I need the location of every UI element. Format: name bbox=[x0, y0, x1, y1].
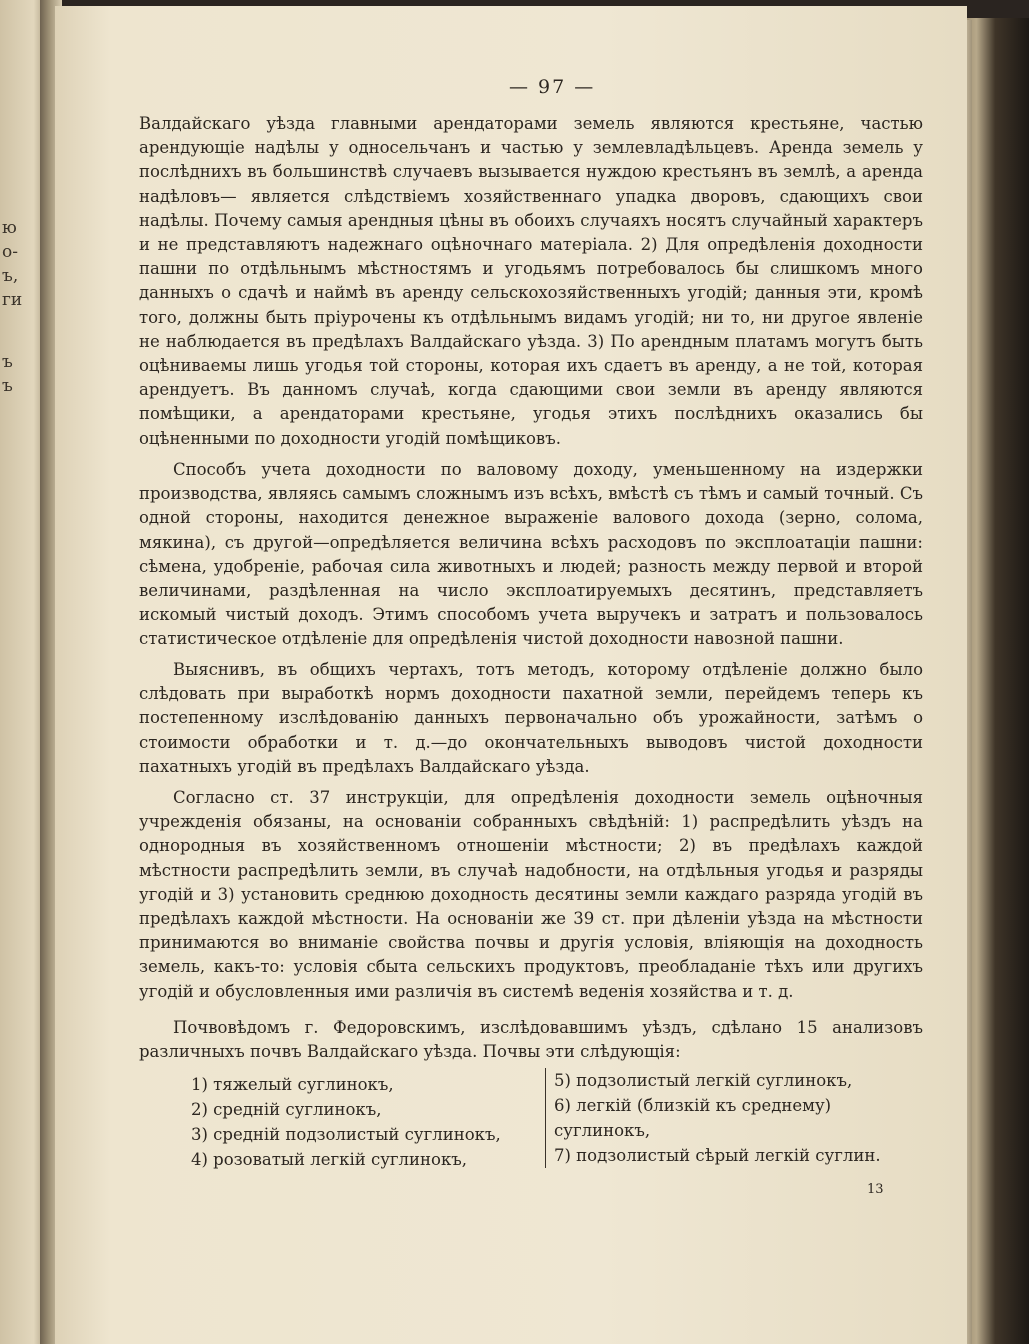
left-page-fragment: ги bbox=[2, 290, 23, 310]
signature-mark: 13 bbox=[867, 1182, 884, 1197]
soil-item: 1) тяжелый суглинокъ, bbox=[191, 1075, 394, 1094]
paragraph: Валдайскаго уѣзда главными арендаторами земель являются крестьяне, частью арендующіе надѣлы у односельчанъ и частью у землевладѣльцевъ. Аренда земель у послѣднихъ въ большинствѣ случаевъ вызывается нуждою крестьянъ въ землѣ, а аренда надѣловъ— является слѣдствіемъ хозяйственнаго упадка дворовъ, сдающихъ свои надѣлы. Почему самыя арендныя цѣны въ обоихъ случаяхъ носятъ случайный характеръ и не представляютъ надежнаго оцѣночнаго матеріала. 2) Для опредѣленія доходности пашни по отдѣльнымъ мѣстностямъ и угодьямъ потребовалось бы слишкомъ много данныхъ о сдачѣ и наймѣ въ аренду сельскохозяйственныхъ угодій; данныя эти, кромѣ того, должны быть пріурочены къ отдѣльнымъ видамъ угодій; ни то, ни другое явленіе не наблюдается въ предѣлахъ Валдайскаго уѣзда. 3) По арендным платамъ могутъ быть оцѣниваемы лишь угодья той стороны, которая ихъ сдаетъ въ аренду, а не той, которая арендуетъ. Въ данномъ случаѣ, когда сдающими свои земли въ аренду являются помѣщики, а арендаторами крестьяне, угодья этихъ послѣднихъ оказались бы оцѣненными по доходности угодій помѣщиковъ. bbox=[139, 114, 923, 448]
soil-list-right bbox=[545, 1068, 894, 1168]
left-page-fragment: о- bbox=[2, 242, 18, 262]
soil-item: 5) подзолистый легкій суглинокъ, bbox=[554, 1071, 853, 1090]
paragraph: Выяснивъ, въ общихъ чертахъ, тотъ методъ, которому отдѣленіе должно было слѣдовать при выработкѣ нормъ доходности пахатной земли, перейдемъ теперь къ постепенному изслѣдованію данныхъ первоначально объ урожайности, затѣмъ о стоимости обработки и т. д.—до окончательныхъ выводовъ чистой доходности пахатныхъ угодій въ предѣлахъ Валдайскаго уѣзда. bbox=[139, 660, 923, 776]
book-page bbox=[55, 6, 967, 1344]
soil-list-left bbox=[191, 1072, 521, 1172]
page-number: — 97 — bbox=[509, 76, 596, 98]
paragraph: Почвовѣдомъ г. Федоровскимъ, изслѣдовавшимъ уѣздъ, сдѣлано 15 анализовъ различныхъ почвъ Валдайскаго уѣзда. Почвы эти слѣдующія: bbox=[139, 1018, 923, 1062]
paragraph: Согласно ст. 37 инструкціи, для опредѣленія доходности земель оцѣночныя учрежденія обязаны, на основаніи собранныхъ свѣдѣній: 1) распредѣлить уѣздъ на однородныя въ хозяйственномъ отношеніи мѣстности; 2) въ предѣлахъ каждой мѣстности распредѣлить земли, въ случаѣ надобности, на отдѣльныя угодья и разряды угодій и 3) установить среднюю доходность десятины земли каждаго разряда угодій въ предѣлахъ каждой мѣстности. На основаніи же 39 ст. при дѣленіи уѣзда на мѣстности принимаются во вниманіе свойства почвы и другія условія, вліяющія на доходность земель, какъ-то: условія сбыта сельскихъ продуктовъ, преобладаніе тѣхъ или другихъ угодій и обусловленныя ими различія въ системѣ веденія хозяйства и т. д. bbox=[139, 788, 923, 1001]
soil-item: 3) средній подзолистый суглинокъ, bbox=[191, 1125, 501, 1144]
left-page-fragment: ъ bbox=[2, 376, 13, 396]
soil-item: 2) средній суглинокъ, bbox=[191, 1100, 382, 1119]
left-page-fragment: ъ, bbox=[2, 266, 19, 286]
paragraph: Способъ учета доходности по валовому доходу, уменьшенному на издержки производства, являясь самымъ сложнымъ изъ всѣхъ, вмѣстѣ съ тѣмъ и самый точный. Съ одной стороны, находится денежное выраженіе валового дохода (зерно, солома, мякина), съ другой—опредѣляется величина всѣхъ расходовъ по эксплоатаціи пашни: сѣмена, удобреніе, рабочая сила животныхъ и людей; разность между первой и второй величинами, раздѣленная на число эксплоатируемыхъ десятинъ, представляетъ искомый чистый доходъ. Этимъ способомъ учета выручекъ и затратъ и пользовалось статистическое отдѣленіе для опредѣленія чистой доходности навозной пашни. bbox=[139, 460, 923, 649]
left-page-fragment: ю bbox=[2, 218, 17, 238]
left-page-fragment: ъ bbox=[2, 352, 13, 372]
soil-item: 6) легкій (близкій къ среднему) суглинокъ, bbox=[554, 1096, 832, 1140]
soil-item: 4) розоватый легкій суглинокъ, bbox=[191, 1150, 468, 1169]
soil-item: 7) подзолистый сѣрый легкій суглин. bbox=[554, 1146, 881, 1165]
